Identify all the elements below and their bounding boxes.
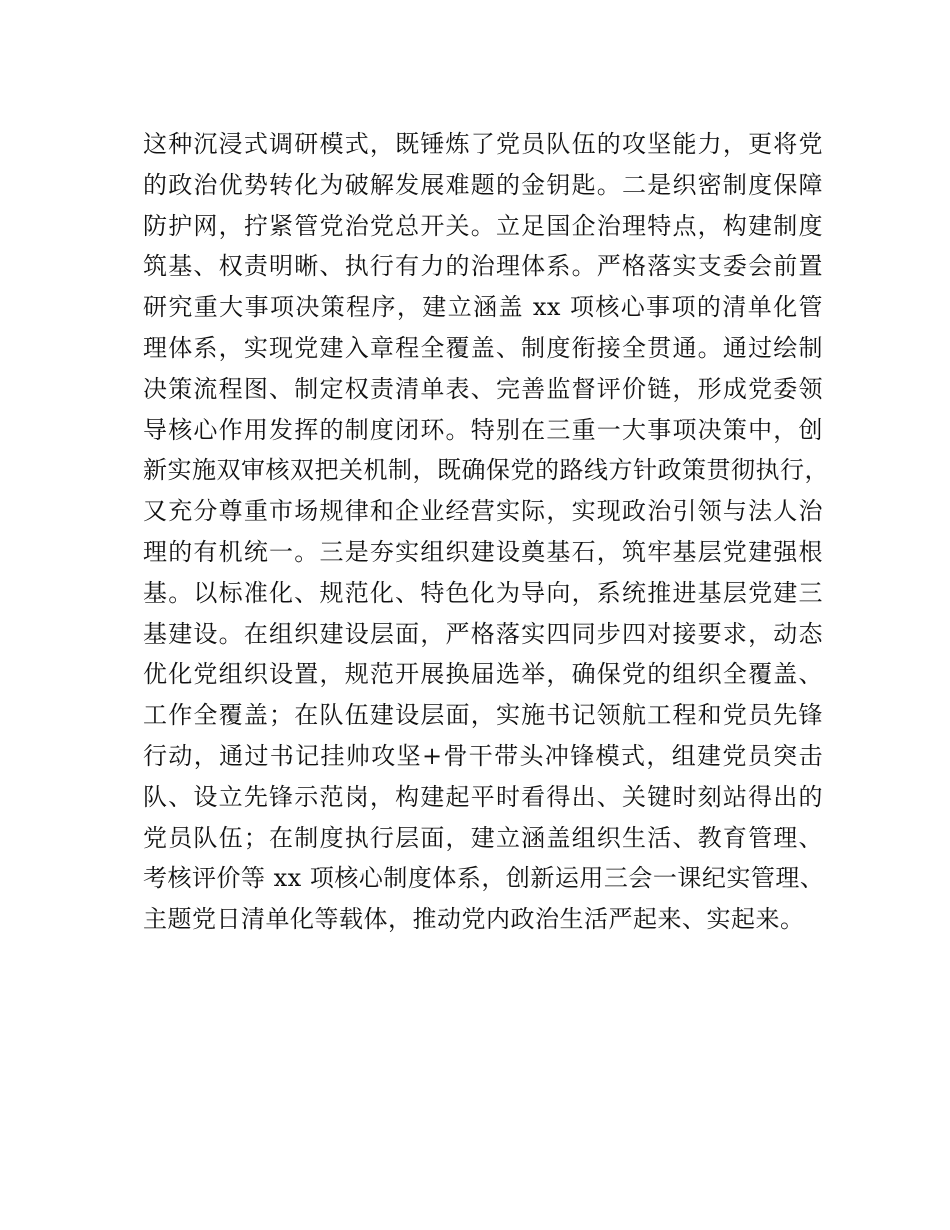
paragraph-line-13: 基建设。在组织建设层面，严格落实四同步四对接要求，动态 bbox=[143, 619, 823, 648]
paragraph-line-5: 研究重大事项决策程序，建立涵盖 xx 项核心事项的清单化管 bbox=[143, 293, 823, 322]
paragraph-line-9: 新实施双审核双把关机制，既确保党的路线方针政策贯彻执行， bbox=[143, 456, 829, 485]
paragraph-line-4: 筑基、权责明晰、执行有力的治理体系。严格落实支委会前置 bbox=[143, 252, 823, 281]
paragraph-line-19: 考核评价等 xx 项核心制度体系，创新运用三会一课纪实管理、 bbox=[143, 864, 825, 893]
paragraph-line-18: 党员队伍；在制度执行层面，建立涵盖组织生活、教育管理、 bbox=[143, 823, 823, 852]
paragraph-line-10: 又充分尊重市场规律和企业经营实际，实现政治引领与法人治 bbox=[143, 497, 823, 526]
paragraph-line-1: 这种沉浸式调研模式，既锤炼了党员队伍的攻坚能力，更将党 bbox=[143, 130, 823, 158]
paragraph-line-14: 优化党组织设置，规范开展换届选举，确保党的组织全覆盖、 bbox=[143, 660, 823, 689]
paragraph-line-2: 的政治优势转化为破解发展难题的金钥匙。二是织密制度保障 bbox=[143, 170, 823, 199]
paragraph-line-16: 行动，通过书记挂帅攻坚+骨干带头冲锋模式，组建党员突击 bbox=[143, 741, 823, 770]
paragraph-line-17: 队、设立先锋示范岗，构建起平时看得出、关键时刻站得出的 bbox=[143, 782, 823, 811]
body-paragraph bbox=[143, 124, 829, 940]
paragraph-line-6: 理体系，实现党建入章程全覆盖、制度衔接全贯通。通过绘制 bbox=[143, 333, 823, 362]
paragraph-line-15: 工作全覆盖；在队伍建设层面，实施书记领航工程和党员先锋 bbox=[143, 701, 823, 730]
paragraph-line-7: 决策流程图、制定权责清单表、完善监督评价链，形成党委领 bbox=[143, 374, 823, 403]
paragraph-line-8: 导核心作用发挥的制度闭环。特别在三重一大事项决策中，创 bbox=[143, 415, 823, 444]
paragraph-line-3: 防护网，拧紧管党治党总开关。立足国企治理特点，构建制度 bbox=[143, 211, 823, 240]
paragraph-line-11: 理的有机统一。三是夯实组织建设奠基石，筑牢基层党建强根 bbox=[143, 537, 823, 566]
paragraph-line-12: 基。以标准化、规范化、特色化为导向，系统推进基层党建三 bbox=[143, 578, 823, 607]
paragraph-line-20: 主题党日清单化等载体，推动党内政治生活严起来、实起来。 bbox=[143, 905, 805, 934]
